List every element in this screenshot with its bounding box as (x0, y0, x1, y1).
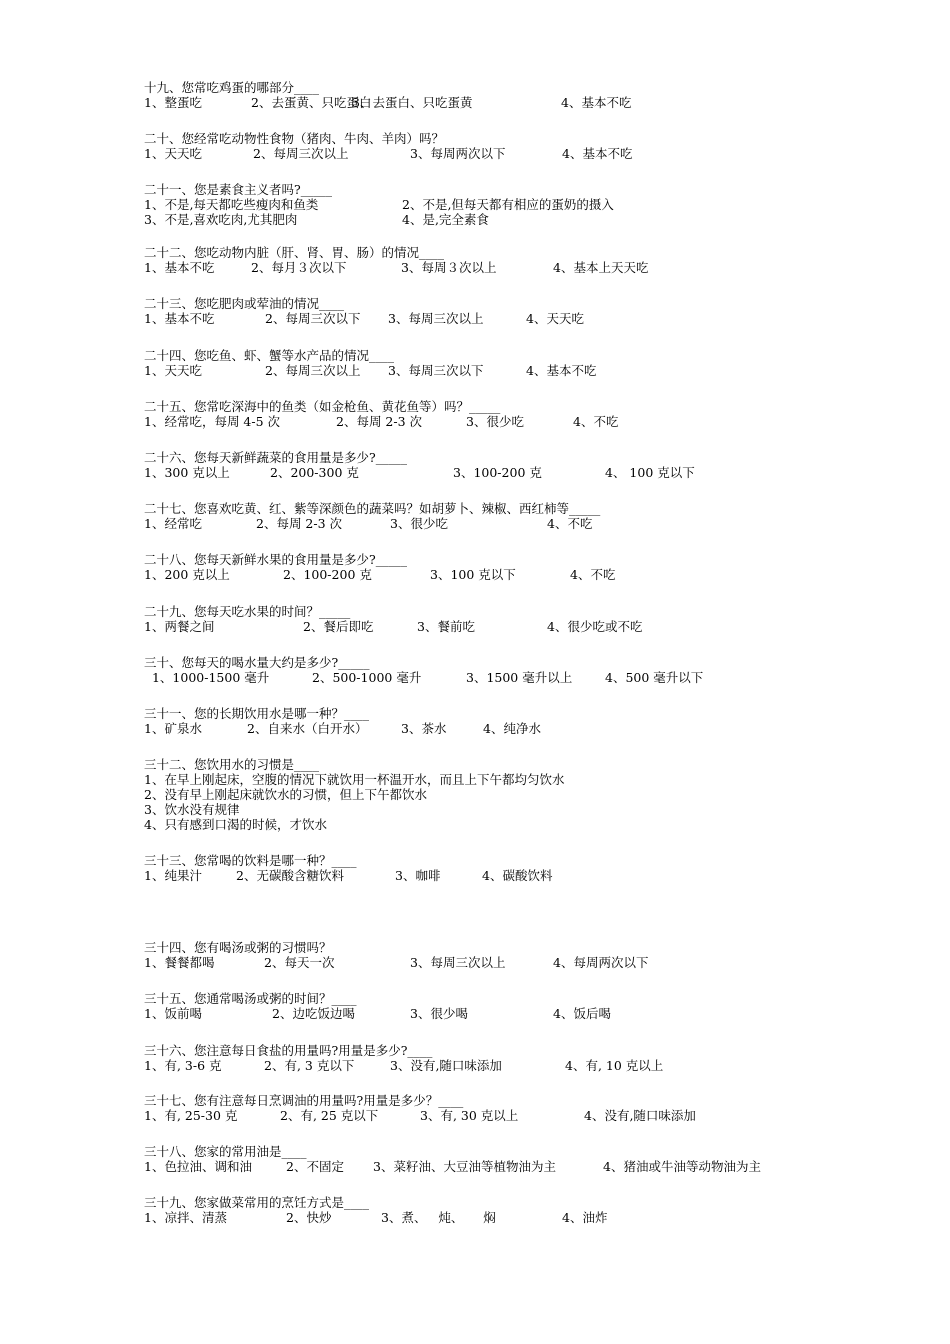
options-row (144, 95, 924, 110)
option-line: 4、只有感到口渴的时候，才饮水 (144, 817, 327, 832)
question-block (144, 655, 924, 685)
option-text: 3、很少吃 (390, 516, 448, 531)
option-text: 1、凉拌、清蒸 (144, 1210, 227, 1225)
option-text: 2、每周 2-3 次 (256, 516, 343, 531)
option-text: 4、猪油或牛油等动物油为主 (603, 1159, 761, 1174)
option-text: 3、每周三次以上 (410, 955, 506, 970)
option-text: 3、100-200 克 (453, 465, 542, 480)
option-text: 3、咖啡 (395, 868, 441, 883)
question-block (144, 757, 924, 832)
option-line: 1、在早上刚起床，空腹的情况下就饮用一杯温开水，而且上下午都均匀饮水 (144, 772, 565, 787)
option-text: 1、矿泉水 (144, 721, 202, 736)
option-text: 2、不是,但每天都有相应的蛋奶的摄入 (402, 197, 614, 212)
option-text: 4、不吃 (573, 414, 619, 429)
question-title: 三十二、您饮用水的习惯是____ (144, 757, 320, 772)
option-text: 2、每周三次以上 (265, 363, 361, 378)
option-text: 4、是,完全素食 (402, 212, 489, 227)
option-text: 2、每月３次以下 (251, 260, 347, 275)
option-text: 1、200 克以上 (144, 567, 230, 582)
question-title: 二十四、您吃鱼、虾、蟹等水产品的情况____ (144, 348, 395, 363)
option-text: 1、经常吃，每周 4-5 次 (144, 414, 281, 429)
option-text: 1、色拉油、调和油 (144, 1159, 252, 1174)
options-row (144, 1108, 924, 1123)
option-text: 3、很少吃 (466, 414, 524, 429)
question-block (144, 1093, 924, 1123)
question-title: 二十八、您每天新鲜水果的食用量是多少?_____ (144, 552, 407, 567)
option-text: 1、天天吃 (144, 146, 202, 161)
question-title: 二十六、您每天新鲜蔬菜的食用量是多少?_____ (144, 450, 407, 465)
options-row (144, 414, 924, 429)
option-text: 2、500-1000 毫升 (312, 670, 422, 685)
option-text: 2、无碳酸含糖饮料 (236, 868, 344, 883)
option-text: 3、每周３次以上 (401, 260, 497, 275)
option-text: 3、餐前吃 (417, 619, 475, 634)
option-text: 3、1500 毫升以上 (466, 670, 573, 685)
option-text: 2、有, 3 克以下 (264, 1058, 355, 1073)
option-text: 2、自来水（白开水） (247, 721, 368, 736)
question-block (144, 940, 924, 970)
option-text: 4、 100 克以下 (605, 465, 695, 480)
options-row (144, 1058, 924, 1073)
question-block (144, 706, 924, 736)
options-row (144, 721, 924, 736)
option-text: 4、油炸 (562, 1210, 608, 1225)
question-title: 二十一、您是素食主义者吗?_____ (144, 182, 332, 197)
option-text: 1、有, 3-6 克 (144, 1058, 222, 1073)
options-row (144, 1210, 924, 1225)
option-text: 3、不是,喜欢吃肉,尤其肥肉 (144, 212, 298, 227)
option-text: 3、去蛋白、只吃蛋黄 (352, 95, 473, 110)
option-text: 4、基本不吃 (562, 146, 633, 161)
options-row (144, 465, 924, 480)
question-title: 三十三、您常喝的饮料是哪一种？____ (144, 853, 357, 868)
question-title: 三十六、您注意每日食盐的用量吗?用量是多少?____ (144, 1043, 433, 1058)
option-text: 3、每周两次以下 (410, 146, 506, 161)
option-text: 3、每周三次以上 (388, 311, 484, 326)
question-block (144, 182, 924, 227)
options-row (144, 868, 924, 883)
question-title: 三十、您每天的喝水量大约是多少?_____ (144, 655, 370, 670)
option-text: 1、基本不吃 (144, 311, 215, 326)
option-text: 4、饭后喝 (553, 1006, 611, 1021)
option-text: 1、餐餐都喝 (144, 955, 215, 970)
option-text: 1、300 克以上 (144, 465, 230, 480)
option-text: 1、1000-1500 毫升 (148, 670, 270, 685)
question-block (144, 296, 924, 326)
option-text: 2、餐后即吃 (303, 619, 374, 634)
question-title: 三十一、您的长期饮用水是哪一种？____ (144, 706, 370, 721)
option-text: 2、有, 25 克以下 (280, 1108, 379, 1123)
question-title: 二十三、您吃肥肉或荤油的情况____ (144, 296, 345, 311)
option-text: 2、200-300 克 (270, 465, 359, 480)
question-title: 三十四、您有喝汤或粥的习惯吗？ (144, 940, 332, 955)
option-text: 1、饭前喝 (144, 1006, 202, 1021)
question-block (144, 1144, 924, 1174)
options-row (144, 1159, 924, 1174)
options-row (144, 516, 924, 531)
options-row (144, 197, 924, 212)
question-title: 二十、您经常吃动物性食物（猪肉、牛肉、羊肉）吗？ (144, 131, 445, 146)
question-block (144, 501, 924, 531)
question-title: 三十八、您家的常用油是____ (144, 1144, 307, 1159)
question-block (144, 991, 924, 1021)
option-text: 2、边吃饭边喝 (272, 1006, 355, 1021)
option-text: 2、每周三次以上 (253, 146, 349, 161)
question-title: 三十七、您有注意每日烹调油的用量吗?用量是多少？____ (144, 1093, 464, 1108)
question-block (144, 348, 924, 378)
question-title: 三十九、您家做菜常用的烹饪方式是____ (144, 1195, 370, 1210)
option-text: 4、基本上天天吃 (553, 260, 649, 275)
option-text: 2、不固定 (286, 1159, 344, 1174)
question-block (144, 604, 924, 634)
option-text: 2、100-200 克 (283, 567, 372, 582)
option-text: 4、不吃 (547, 516, 593, 531)
question-title: 二十二、您吃动物内脏（肝、肾、胃、肠）的情况____ (144, 245, 445, 260)
option-text: 4、没有,随口味添加 (584, 1108, 696, 1123)
options-row (144, 212, 924, 227)
option-line: 3、饮水没有规律 (144, 802, 240, 817)
question-block (144, 80, 924, 110)
question-title: 二十七、您喜欢吃黄、红、紫等深颜色的蔬菜吗？如胡萝卜、辣椒、西红柿等_____ (144, 501, 601, 516)
question-block (144, 245, 924, 275)
question-title: 二十九、您每天吃水果的时间？_____ (144, 604, 351, 619)
option-text: 3、100 克以下 (430, 567, 516, 582)
question-block (144, 1043, 924, 1073)
option-text: 1、有, 25-30 克 (144, 1108, 238, 1123)
option-text: 3、有, 30 克以上 (420, 1108, 519, 1123)
option-text: 1、纯果汁 (144, 868, 202, 883)
options-row (144, 146, 924, 161)
options-row (144, 311, 924, 326)
options-row (144, 260, 924, 275)
option-text: 1、不是,每天都吃些瘦肉和鱼类 (144, 197, 319, 212)
question-title: 二十五、您常吃深海中的鱼类（如金枪鱼、黄花鱼等）吗？_____ (144, 399, 501, 414)
option-text: 3、煮、 炖、 焖 (381, 1210, 496, 1225)
option-text: 4、基本不吃 (526, 363, 597, 378)
option-text: 2、每周 2-3 次 (336, 414, 423, 429)
question-block (144, 131, 924, 161)
options-row (144, 670, 924, 685)
option-text: 4、有, 10 克以上 (565, 1058, 664, 1073)
question-block (144, 1195, 924, 1225)
option-text: 2、每周三次以下 (265, 311, 361, 326)
option-text: 4、500 毫升以下 (605, 670, 704, 685)
question-block (144, 399, 924, 429)
option-text: 2、快炒 (286, 1210, 332, 1225)
option-text: 4、基本不吃 (561, 95, 632, 110)
option-text: 3、每周三次以下 (388, 363, 484, 378)
question-title: 三十五、您通常喝汤或粥的时间？____ (144, 991, 357, 1006)
option-text: 3、很少喝 (410, 1006, 468, 1021)
option-line: 2、没有早上刚起床就饮水的习惯，但上下午都饮水 (144, 787, 427, 802)
options-row (144, 619, 924, 634)
option-text: 4、碳酸饮料 (482, 868, 553, 883)
option-text: 1、基本不吃 (144, 260, 215, 275)
option-text: 3、没有,随口味添加 (390, 1058, 502, 1073)
option-text: 2、去蛋黄、只吃蛋白 (251, 95, 372, 110)
option-text: 3、茶水 (401, 721, 447, 736)
question-block (144, 552, 924, 582)
options-row (144, 955, 924, 970)
option-text: 1、整蛋吃 (144, 95, 202, 110)
option-text: 4、每周两次以下 (553, 955, 649, 970)
question-block (144, 450, 924, 480)
question-block (144, 853, 924, 883)
options-row (144, 1006, 924, 1021)
option-text: 1、经常吃 (144, 516, 202, 531)
option-text: 4、很少吃或不吃 (547, 619, 643, 634)
question-title: 十九、您常吃鸡蛋的哪部分____ (144, 80, 320, 95)
option-text: 1、天天吃 (144, 363, 202, 378)
option-text: 4、纯净水 (483, 721, 541, 736)
option-text: 3、菜籽油、大豆油等植物油为主 (373, 1159, 556, 1174)
option-text: 2、每天一次 (264, 955, 335, 970)
option-text: 1、两餐之间 (144, 619, 215, 634)
option-text: 4、不吃 (570, 567, 616, 582)
options-row (144, 567, 924, 582)
options-row (144, 363, 924, 378)
option-text: 4、天天吃 (526, 311, 584, 326)
